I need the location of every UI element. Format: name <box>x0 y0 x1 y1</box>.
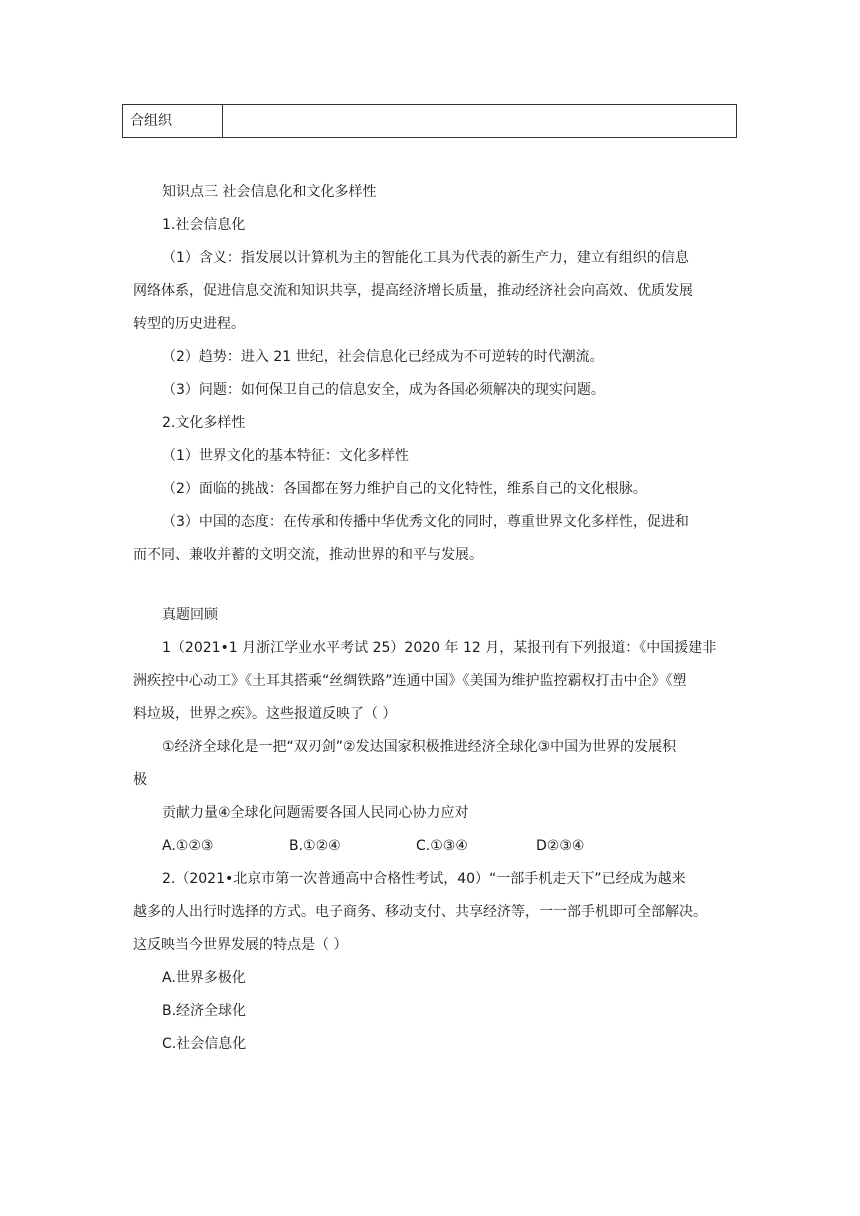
paragraph-line: 而不同、兼收并蓄的文明交流，推动世界的和平与发展。 <box>133 547 483 563</box>
section-heading: 知识点三 社会信息化和文化多样性 <box>162 184 377 200</box>
subsection-title: 2.文化多样性 <box>162 415 246 431</box>
option-b: B.①②④ <box>289 838 341 854</box>
question-line: 越多的人出行时选择的方式。电子商务、移动支付、共享经济等，一一部手机即可全部解决。 <box>133 904 707 920</box>
spacer <box>162 572 738 599</box>
paragraph-line: （1）含义：指发展以计算机为主的智能化工具为代表的新生产力，建立有组织的信息 <box>162 250 689 266</box>
document-body <box>133 176 738 1061</box>
paragraph-line: （2）趋势：进入 21 世纪，社会信息化已经成为不可逆转的时代潮流。 <box>162 349 604 365</box>
paragraph-line: （1）世界文化的基本特征：文化多样性 <box>162 448 409 464</box>
option-a: A.世界多极化 <box>162 970 246 986</box>
option-d: D②③④ <box>536 838 585 854</box>
statement-line: 贡献力量④全球化问题需要各国人民同心协力应对 <box>162 805 469 821</box>
paragraph-line: （3）问题：如何保卫自己的信息安全，成为各国必须解决的现实问题。 <box>162 382 605 398</box>
question-line: 1（2021•1 月浙江学业水平考试 25）2020 年 12 月，某报刊有下列报道：《中国援建非 <box>162 640 717 656</box>
option-b: B.经济全球化 <box>162 1003 247 1019</box>
paragraph-line: 网络体系，促进信息交流和知识共享，提高经济增长质量，推动经济社会向高效、优质发展 <box>133 283 693 299</box>
table-cell-label: 合组织 <box>123 105 223 137</box>
paragraph-line: （2）面临的挑战：各国都在努力维护自己的文化特性，维系自己的文化根脉。 <box>162 481 647 497</box>
table-cell-value <box>223 105 736 137</box>
question-line: 这反映当今世界发展的特点是（ ） <box>133 937 348 953</box>
paragraph-line: （3）中国的态度：在传承和传播中华优秀文化的同时，尊重世界文化多样性，促进和 <box>162 514 689 530</box>
table-fragment <box>122 104 737 138</box>
question-line: 料垃圾，世界之疾》。这些报道反映了（ ） <box>133 706 397 722</box>
statement-line: 极 <box>133 772 147 788</box>
option-a: A.①②③ <box>162 838 214 854</box>
option-c: C.社会信息化 <box>162 1036 247 1052</box>
statement-line: ①经济全球化是一把“双刃剑”②发达国家积极推进经济全球化③中国为世界的发展积 <box>162 739 677 755</box>
question-line: 洲疾控中心动工》《土耳其搭乘“丝绸铁路”连通中国》《美国为维护监控霸权打击中企》《塑 <box>133 673 687 689</box>
option-c: C.①③④ <box>416 838 468 854</box>
question-line: 2.（2021•北京市第一次普通高中合格性考试，40）“一部手机走天下”已经成为越来 <box>162 871 686 887</box>
review-heading: 真题回顾 <box>162 607 218 623</box>
paragraph-line: 转型的历史进程。 <box>133 316 245 332</box>
answer-options <box>162 830 738 863</box>
subsection-title: 1.社会信息化 <box>162 217 246 233</box>
